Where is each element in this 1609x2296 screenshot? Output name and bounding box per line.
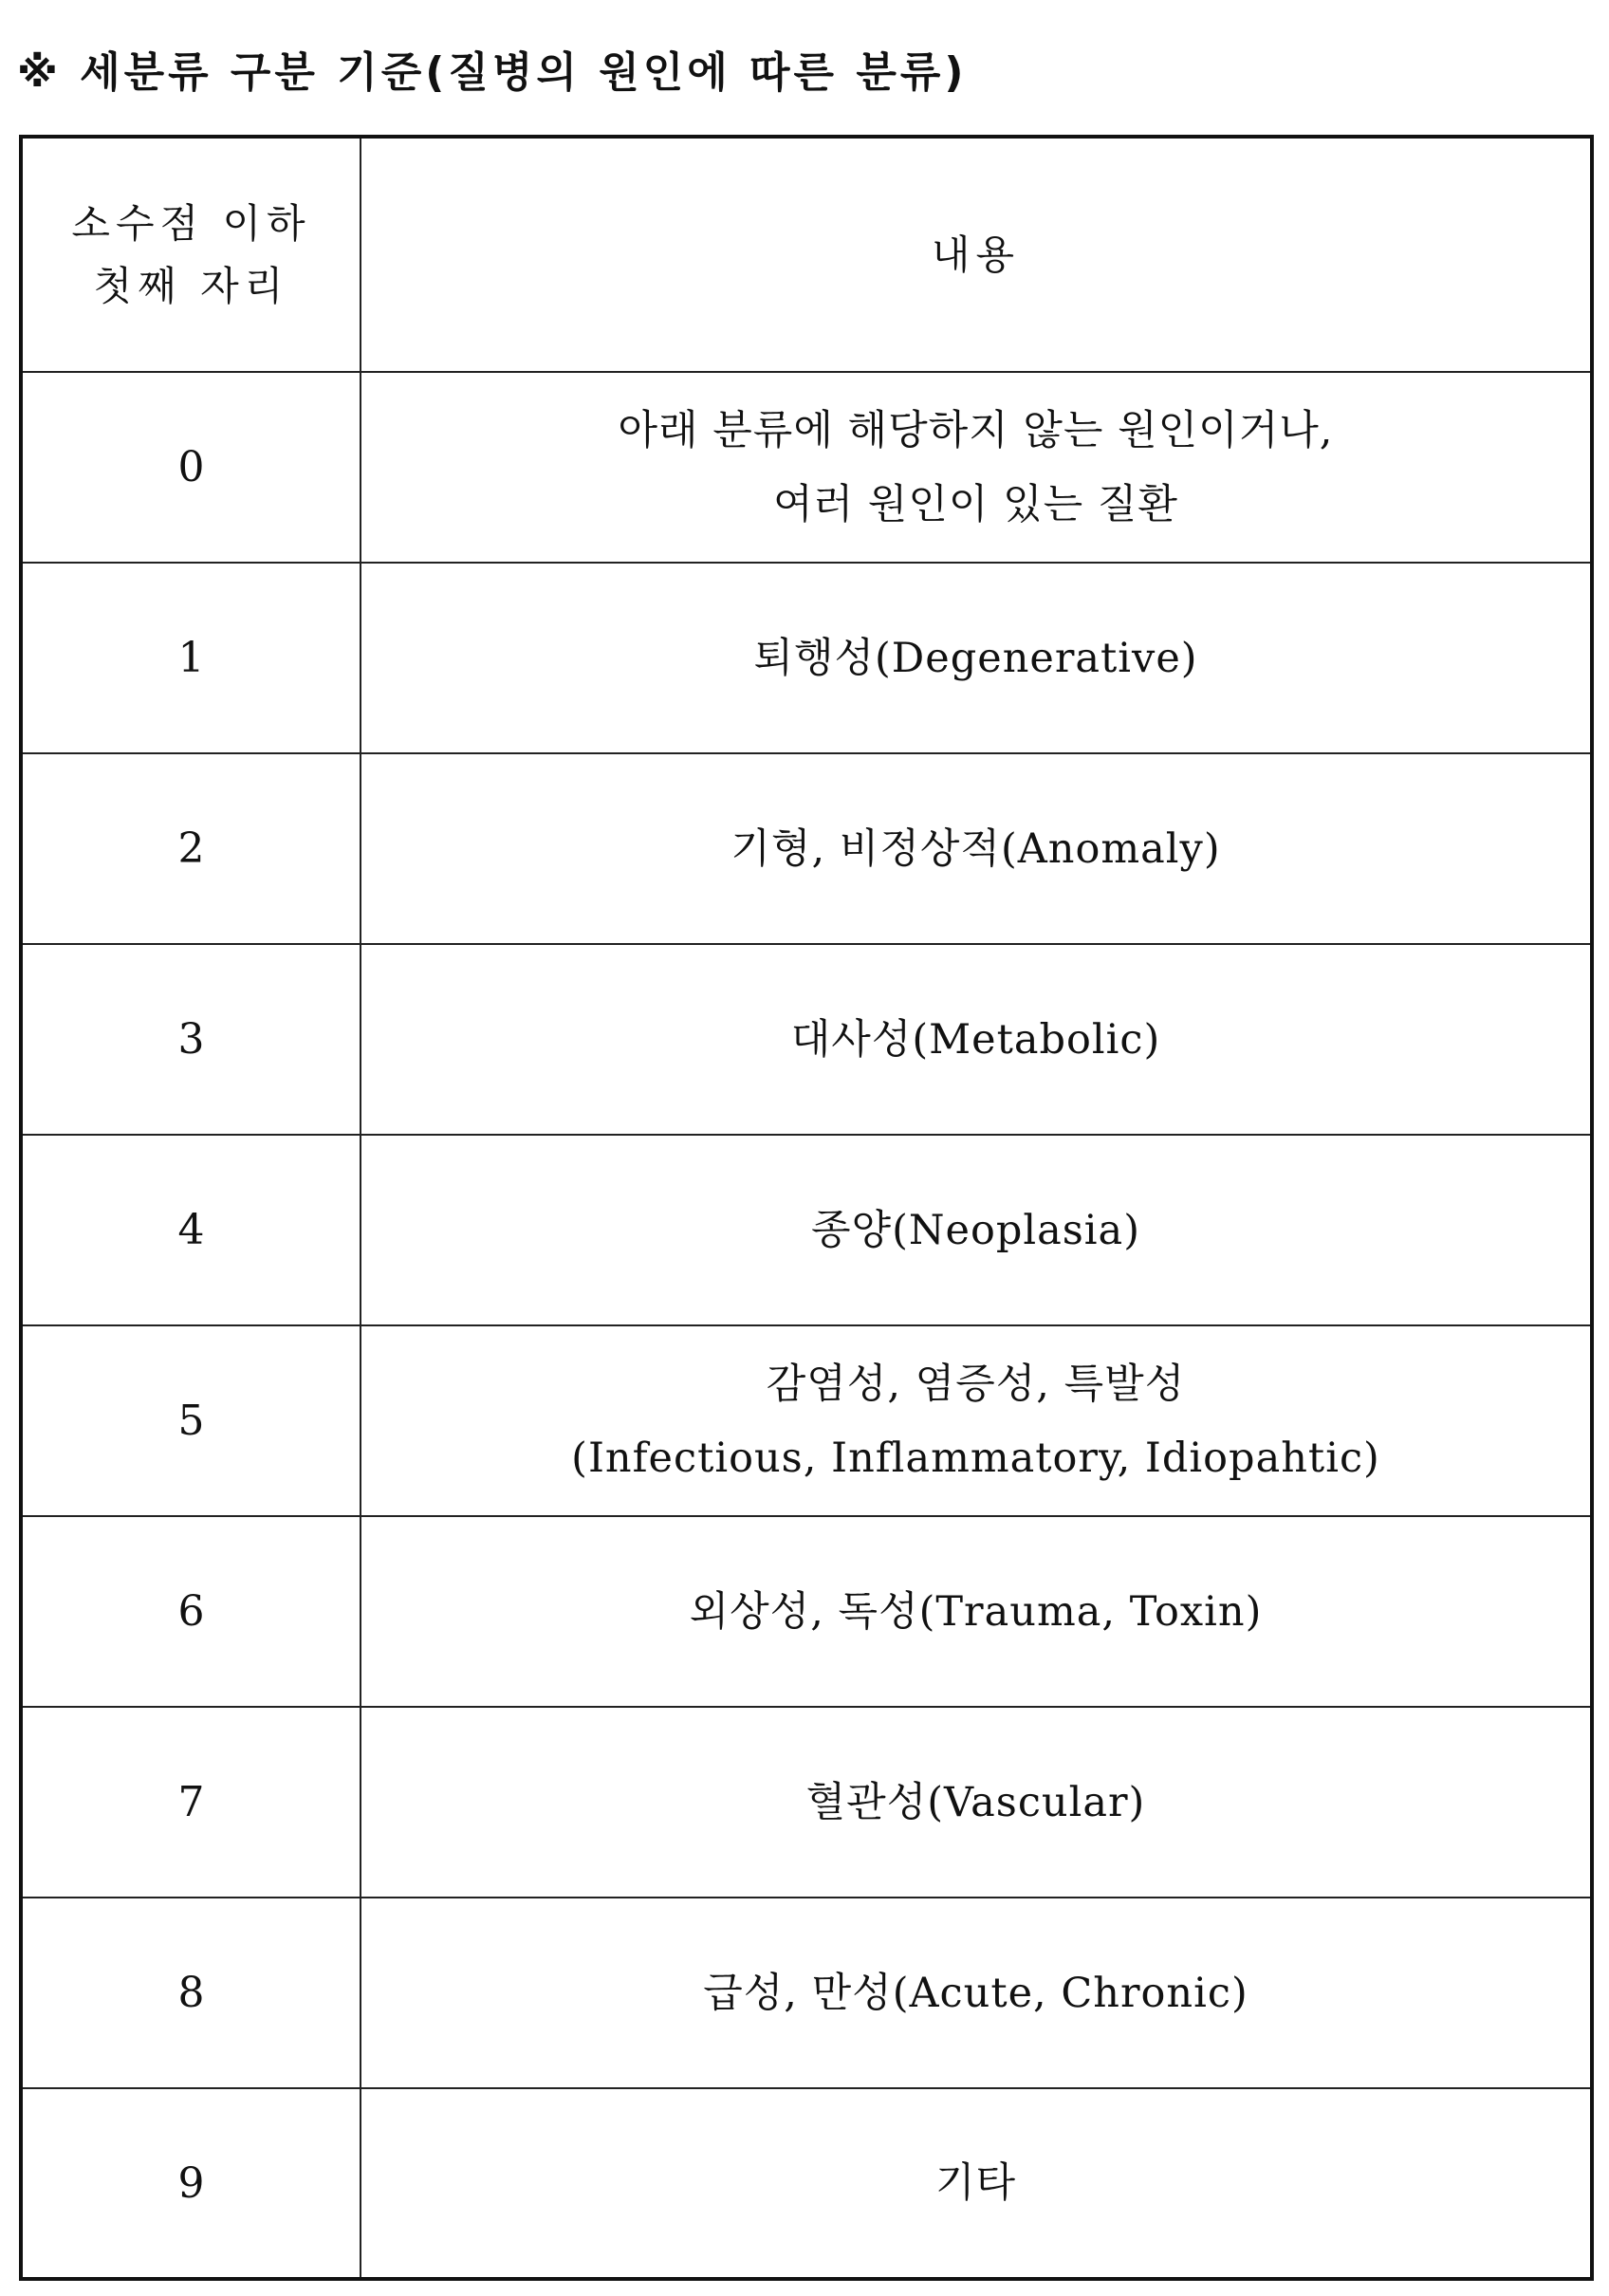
row-digit: 9 [21, 2088, 361, 2279]
row-digit: 1 [21, 563, 361, 753]
table-row [21, 1898, 1592, 2088]
table-row [21, 2088, 1592, 2279]
row-digit: 4 [21, 1135, 361, 1325]
row-digit: 5 [21, 1325, 361, 1516]
header-decimal-digit-line2: 첫째 자리 [93, 262, 289, 309]
table-row [21, 563, 1592, 753]
row-description-line2: 여러 원인이 있는 질환 [773, 480, 1178, 528]
row-description-line1: 아래 분류에 해당하지 않는 원인이거나, [618, 406, 1334, 454]
row-digit: 8 [21, 1898, 361, 2088]
row-description: 대사성(Metabolic) [361, 944, 1592, 1135]
table-header-row [21, 137, 1592, 372]
header-decimal-digit-line1: 소수점 이하 [71, 199, 311, 247]
classification-table [19, 135, 1594, 2281]
row-description-line1: 감염성, 염증성, 특발성 [766, 1360, 1186, 1408]
row-description: 종양(Neoplasia) [361, 1135, 1592, 1325]
row-description [361, 372, 1592, 563]
table-row [21, 372, 1592, 563]
row-digit: 0 [21, 372, 361, 563]
row-description: 외상성, 독성(Trauma, Toxin) [361, 1516, 1592, 1707]
row-description: 기형, 비정상적(Anomaly) [361, 753, 1592, 944]
row-description-line2: (Infectious, Inflammatory, Idiopahtic) [571, 1434, 1380, 1482]
table-row [21, 944, 1592, 1135]
row-description [361, 1325, 1592, 1516]
table-row [21, 1135, 1592, 1325]
row-digit: 2 [21, 753, 361, 944]
row-digit: 7 [21, 1707, 361, 1898]
table-row [21, 1325, 1592, 1516]
header-content: 내용 [361, 137, 1592, 372]
row-description: 혈관성(Vascular) [361, 1707, 1592, 1898]
table-row [21, 1707, 1592, 1898]
page-title: ※ 세분류 구분 기준(질병의 원인에 따른 분류) [17, 48, 968, 97]
row-description: 기타 [361, 2088, 1592, 2279]
row-description: 퇴행성(Degenerative) [361, 563, 1592, 753]
table-row [21, 753, 1592, 944]
header-decimal-digit [21, 137, 361, 372]
row-description: 급성, 만성(Acute, Chronic) [361, 1898, 1592, 2088]
table-row [21, 1516, 1592, 1707]
row-digit: 3 [21, 944, 361, 1135]
row-digit: 6 [21, 1516, 361, 1707]
